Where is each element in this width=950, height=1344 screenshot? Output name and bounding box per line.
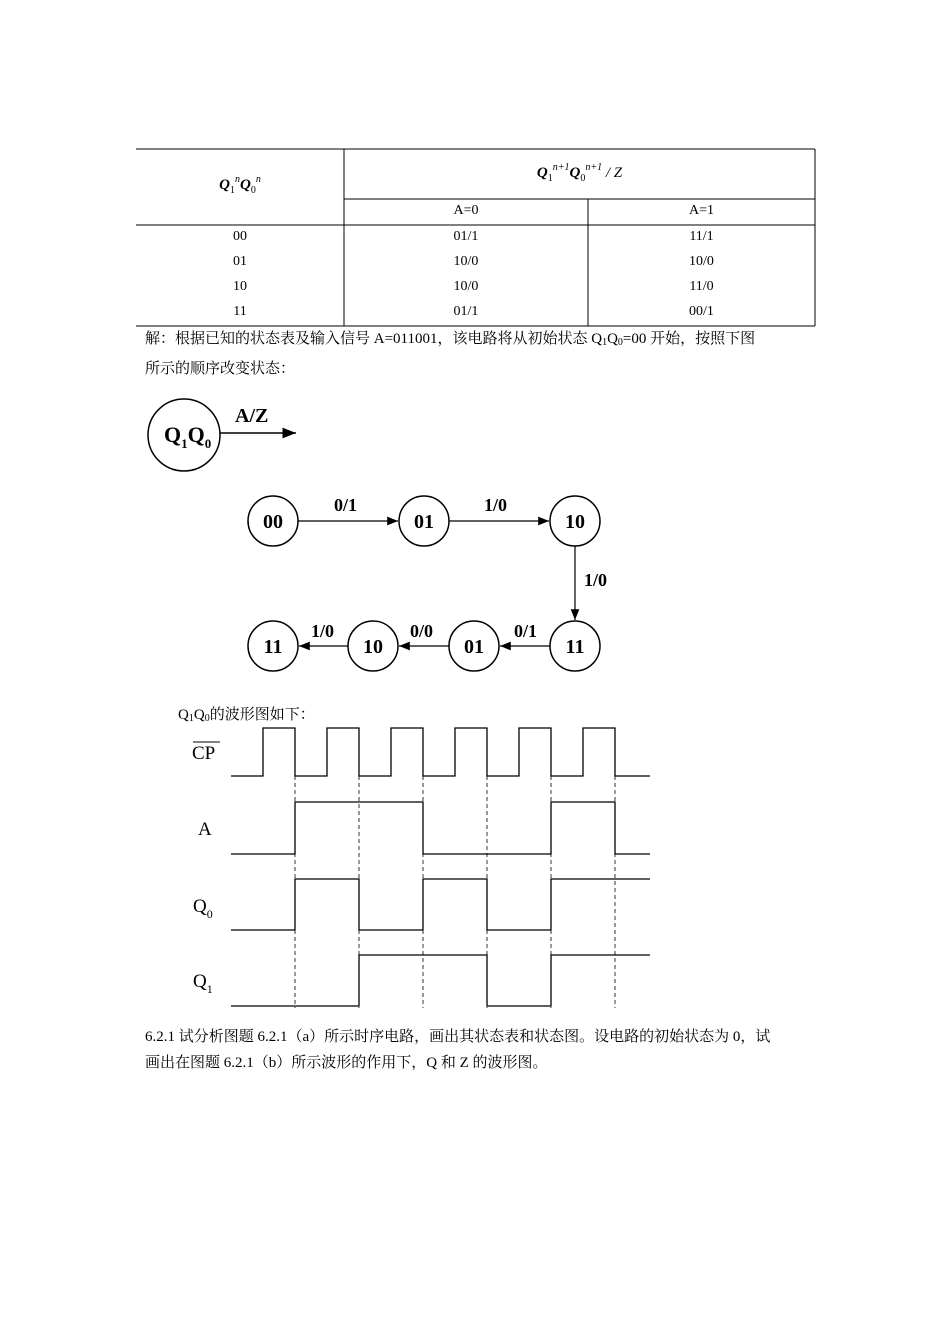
- edge-label: 0/1: [334, 495, 358, 515]
- next-q0-sup: n+1: [585, 162, 603, 173]
- problem-line-1: 6.2.1 试分析图题 6.2.1（a）所示时序电路，画出其状态表和状态图。设电路的初始状态为 0，试: [145, 1029, 771, 1045]
- caption-sub1: 1: [188, 713, 194, 724]
- caption-text: 的波形图如下：: [209, 707, 315, 723]
- clock-edge-guides: [295, 776, 615, 1008]
- q1-symbol: Q: [219, 177, 230, 193]
- cell-a0: 01/1: [453, 304, 479, 319]
- cell-a1: 11/0: [689, 279, 714, 294]
- cell-a0: 10/0: [453, 254, 479, 269]
- cell-state: 10: [233, 279, 247, 294]
- legend-node-label: $Q_1Q_0$: [164, 422, 212, 451]
- waveforms: [231, 728, 650, 1006]
- legend-edge-label: A/Z: [235, 405, 269, 427]
- problem-line-2: 画出在图题 6.2.1（b）所示波形的作用下，Q 和 Z 的波形图。: [145, 1055, 548, 1071]
- next-q1-symbol: Q: [536, 165, 548, 181]
- q1-waveform: [231, 955, 650, 1006]
- q0-waveform: [231, 879, 650, 930]
- q1-sub: 1: [230, 185, 235, 196]
- state-node-label: 11: [263, 636, 283, 658]
- cell-a1: 11/1: [689, 229, 714, 244]
- table-header-present-state: [136, 174, 344, 196]
- cell-a1: 00/1: [689, 304, 714, 319]
- solution-paragraph: [145, 326, 825, 382]
- caption-q: Q: [178, 707, 189, 723]
- q1-sup: n: [235, 174, 240, 185]
- a-waveform: [231, 802, 650, 854]
- table-body: [136, 229, 815, 329]
- solution-text-b: Q: [607, 331, 618, 347]
- diagram-nodes: [248, 496, 600, 671]
- cell-a0: 10/0: [453, 279, 479, 294]
- cell-state: 00: [233, 229, 247, 244]
- legend-node-circle: [148, 399, 220, 471]
- edge-label: 1/0: [311, 621, 335, 641]
- legend: [148, 399, 296, 471]
- q0-sub: 0: [250, 185, 256, 196]
- edge-label: 1/0: [484, 495, 508, 515]
- next-z-suffix: / Z: [602, 165, 623, 181]
- solution-text-c: =00 开始，按照下图: [622, 331, 756, 347]
- state-node-label: 11: [565, 636, 585, 658]
- next-q1-sub: 1: [547, 173, 553, 184]
- timing-diagram: [0, 720, 950, 1020]
- state-node-label: 10: [565, 511, 585, 533]
- caption-q2: Q: [193, 707, 205, 723]
- next-q1-sup: n+1: [552, 162, 570, 173]
- next-q0-sub: 0: [580, 173, 586, 184]
- cp-waveform: [231, 728, 650, 776]
- signal-label-q0: $Q_0$: [193, 896, 213, 921]
- solution-sub1: 1: [602, 337, 608, 348]
- signal-label-a: A: [198, 819, 212, 840]
- problem-paragraph: [145, 1024, 825, 1076]
- table-row: [136, 254, 815, 279]
- state-node-label: 10: [363, 636, 383, 658]
- table-row: [136, 229, 815, 254]
- edge-labels: [311, 495, 607, 641]
- caption-sub0: 0: [204, 713, 210, 724]
- q0-sup: n: [255, 174, 261, 185]
- edge-label: 0/1: [514, 621, 538, 641]
- state-node-label: 01: [464, 636, 484, 658]
- table-header-next-state: [344, 162, 815, 184]
- solution-line-2: 所示的顺序改变状态：: [145, 361, 296, 377]
- edge-label: 1/0: [584, 570, 608, 590]
- table-row: [136, 279, 815, 304]
- solution-line-1: [145, 326, 825, 356]
- q0-symbol: Q: [240, 177, 251, 193]
- subheader-a1: A=1: [688, 203, 714, 218]
- state-node-label: 01: [414, 511, 434, 533]
- solution-sub0: 0: [617, 337, 623, 348]
- signal-label-q1: $Q_1$: [193, 971, 213, 996]
- next-q0-symbol: Q: [569, 165, 581, 181]
- cell-state: 01: [233, 254, 247, 269]
- cell-a0: 01/1: [453, 229, 479, 244]
- state-diagram: [0, 380, 950, 700]
- state-node-label: 00: [263, 511, 283, 533]
- cell-a1: 10/0: [689, 254, 714, 269]
- signal-labels: [192, 742, 220, 996]
- signal-label-cp: CP: [192, 743, 216, 764]
- subheader-a0: A=0: [453, 203, 479, 218]
- cell-state: 11: [233, 304, 247, 319]
- edge-label: 0/0: [410, 621, 434, 641]
- solution-text-a: 解：根据已知的状态表及输入信号 A=011001，该电路将从初始状态 Q: [145, 331, 603, 347]
